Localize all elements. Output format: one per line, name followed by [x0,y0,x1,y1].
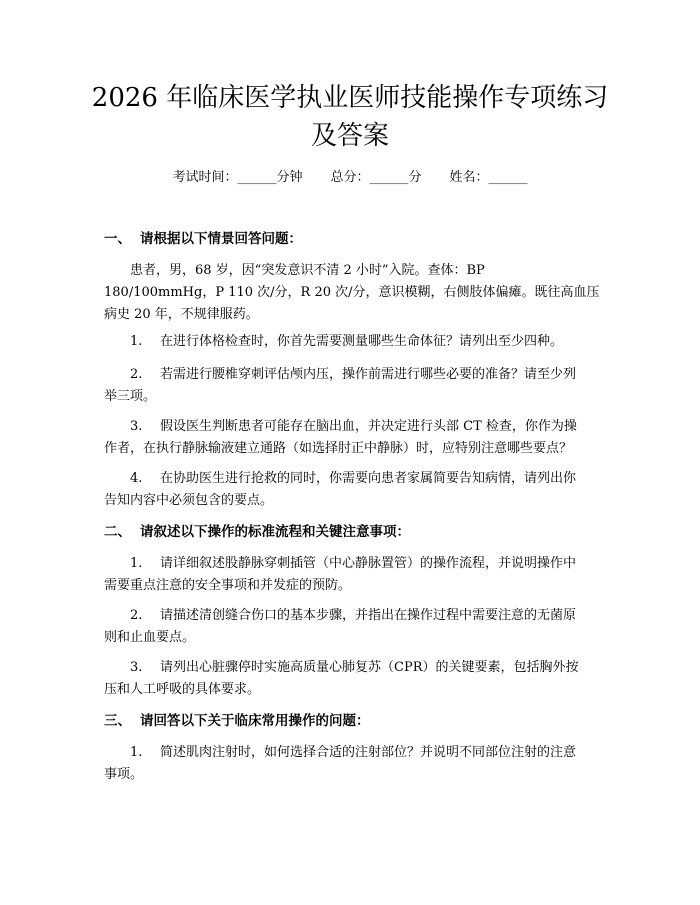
question-item [104,331,604,353]
question-text-cont: 举三项。 [104,389,157,404]
question-number: 2. [130,608,143,623]
exam-meta [0,168,700,188]
section-title: 请回答以下关于临床常用操作的问题： [140,713,370,729]
question-item [104,657,604,701]
question-text: 简述肌肉注射时，如何选择合适的注射部位？并说明不同部位注射的注意 [160,745,577,760]
question-text: 假设医生判断患者可能存在脑出血，并决定进行头部 CT 检查，你作为操 [160,419,577,434]
section-number: 二、 [104,524,131,540]
question-number: 1. [130,745,143,760]
question-item [104,416,604,460]
question-item [104,605,604,649]
section-title: 请根据以下情景回答问题： [140,231,302,247]
case-line: 患者，男，68 岁，因“突发意识不清 2 小时”入院。查体：BP [130,263,485,278]
question-number: 2. [130,367,143,382]
question-number: 1. [130,334,143,349]
question-number: 1. [130,556,143,571]
section-title: 请叙述以下操作的标准流程和关键注意事项： [140,524,410,540]
question-text-cont: 作者，在执行静脉输液建立通路（如选择肘正中静脉）时，应特别注意哪些要点？ [104,441,573,456]
student-name-label: 姓名：______ [449,170,528,185]
question-item [104,553,604,597]
question-text: 请描述清创缝合伤口的基本步骤，并指出在操作过程中需要注意的无菌原 [160,608,577,623]
section-heading [104,522,410,542]
question-text: 若需进行腰椎穿刺评估颅内压，操作前需进行哪些必要的准备？请至少列 [160,367,577,382]
question-number: 3. [130,419,143,434]
question-text-cont: 告知内容中必须包含的要点。 [104,493,274,508]
question-item [104,742,604,786]
question-item [104,468,604,512]
question-text: 在进行体格检查时，你首先需要测量哪些生命体征？请列出至少四种。 [160,334,564,349]
total-score-label: 总分：______分 [330,170,422,185]
case-line: 病史 20 年，不规律服药。 [104,307,259,322]
question-item [104,364,604,408]
question-text-cont: 事项。 [104,767,144,782]
question-text-cont: 需要重点注意的安全事项和并发症的预防。 [104,578,352,593]
question-text-cont: 则和止血要点。 [104,630,196,645]
question-text: 请列出心脏骤停时实施高质量心肺复苏（CPR）的关键要素，包括胸外按 [160,660,579,675]
question-text-cont: 压和人工呼吸的具体要求。 [104,682,261,697]
section-heading [104,711,370,731]
question-number: 4. [130,471,143,486]
case-line: 180/100mmHg，P 110 次/分，R 20 次/分，意识模糊，右侧肢体偏瘫。既往高血压 [104,285,600,300]
question-text: 请详细叙述股静脉穿刺插管（中心静脉置管）的操作流程，并说明操作中 [160,556,577,571]
question-text: 在协助医生进行抢救的同时，你需要向患者家属简要告知病情，请列出你 [160,471,577,486]
section-heading [104,229,302,249]
section-number: 三、 [104,713,131,729]
document-title-line-2: 及答案 [310,121,389,151]
case-description [104,260,604,326]
exam-time-label: 考试时间：______分钟 [172,170,303,185]
section-number: 一、 [104,231,131,247]
question-number: 3. [130,660,143,675]
document-title-line-1: 2026 年临床医学执业医师技能操作专项练习 [91,83,609,113]
